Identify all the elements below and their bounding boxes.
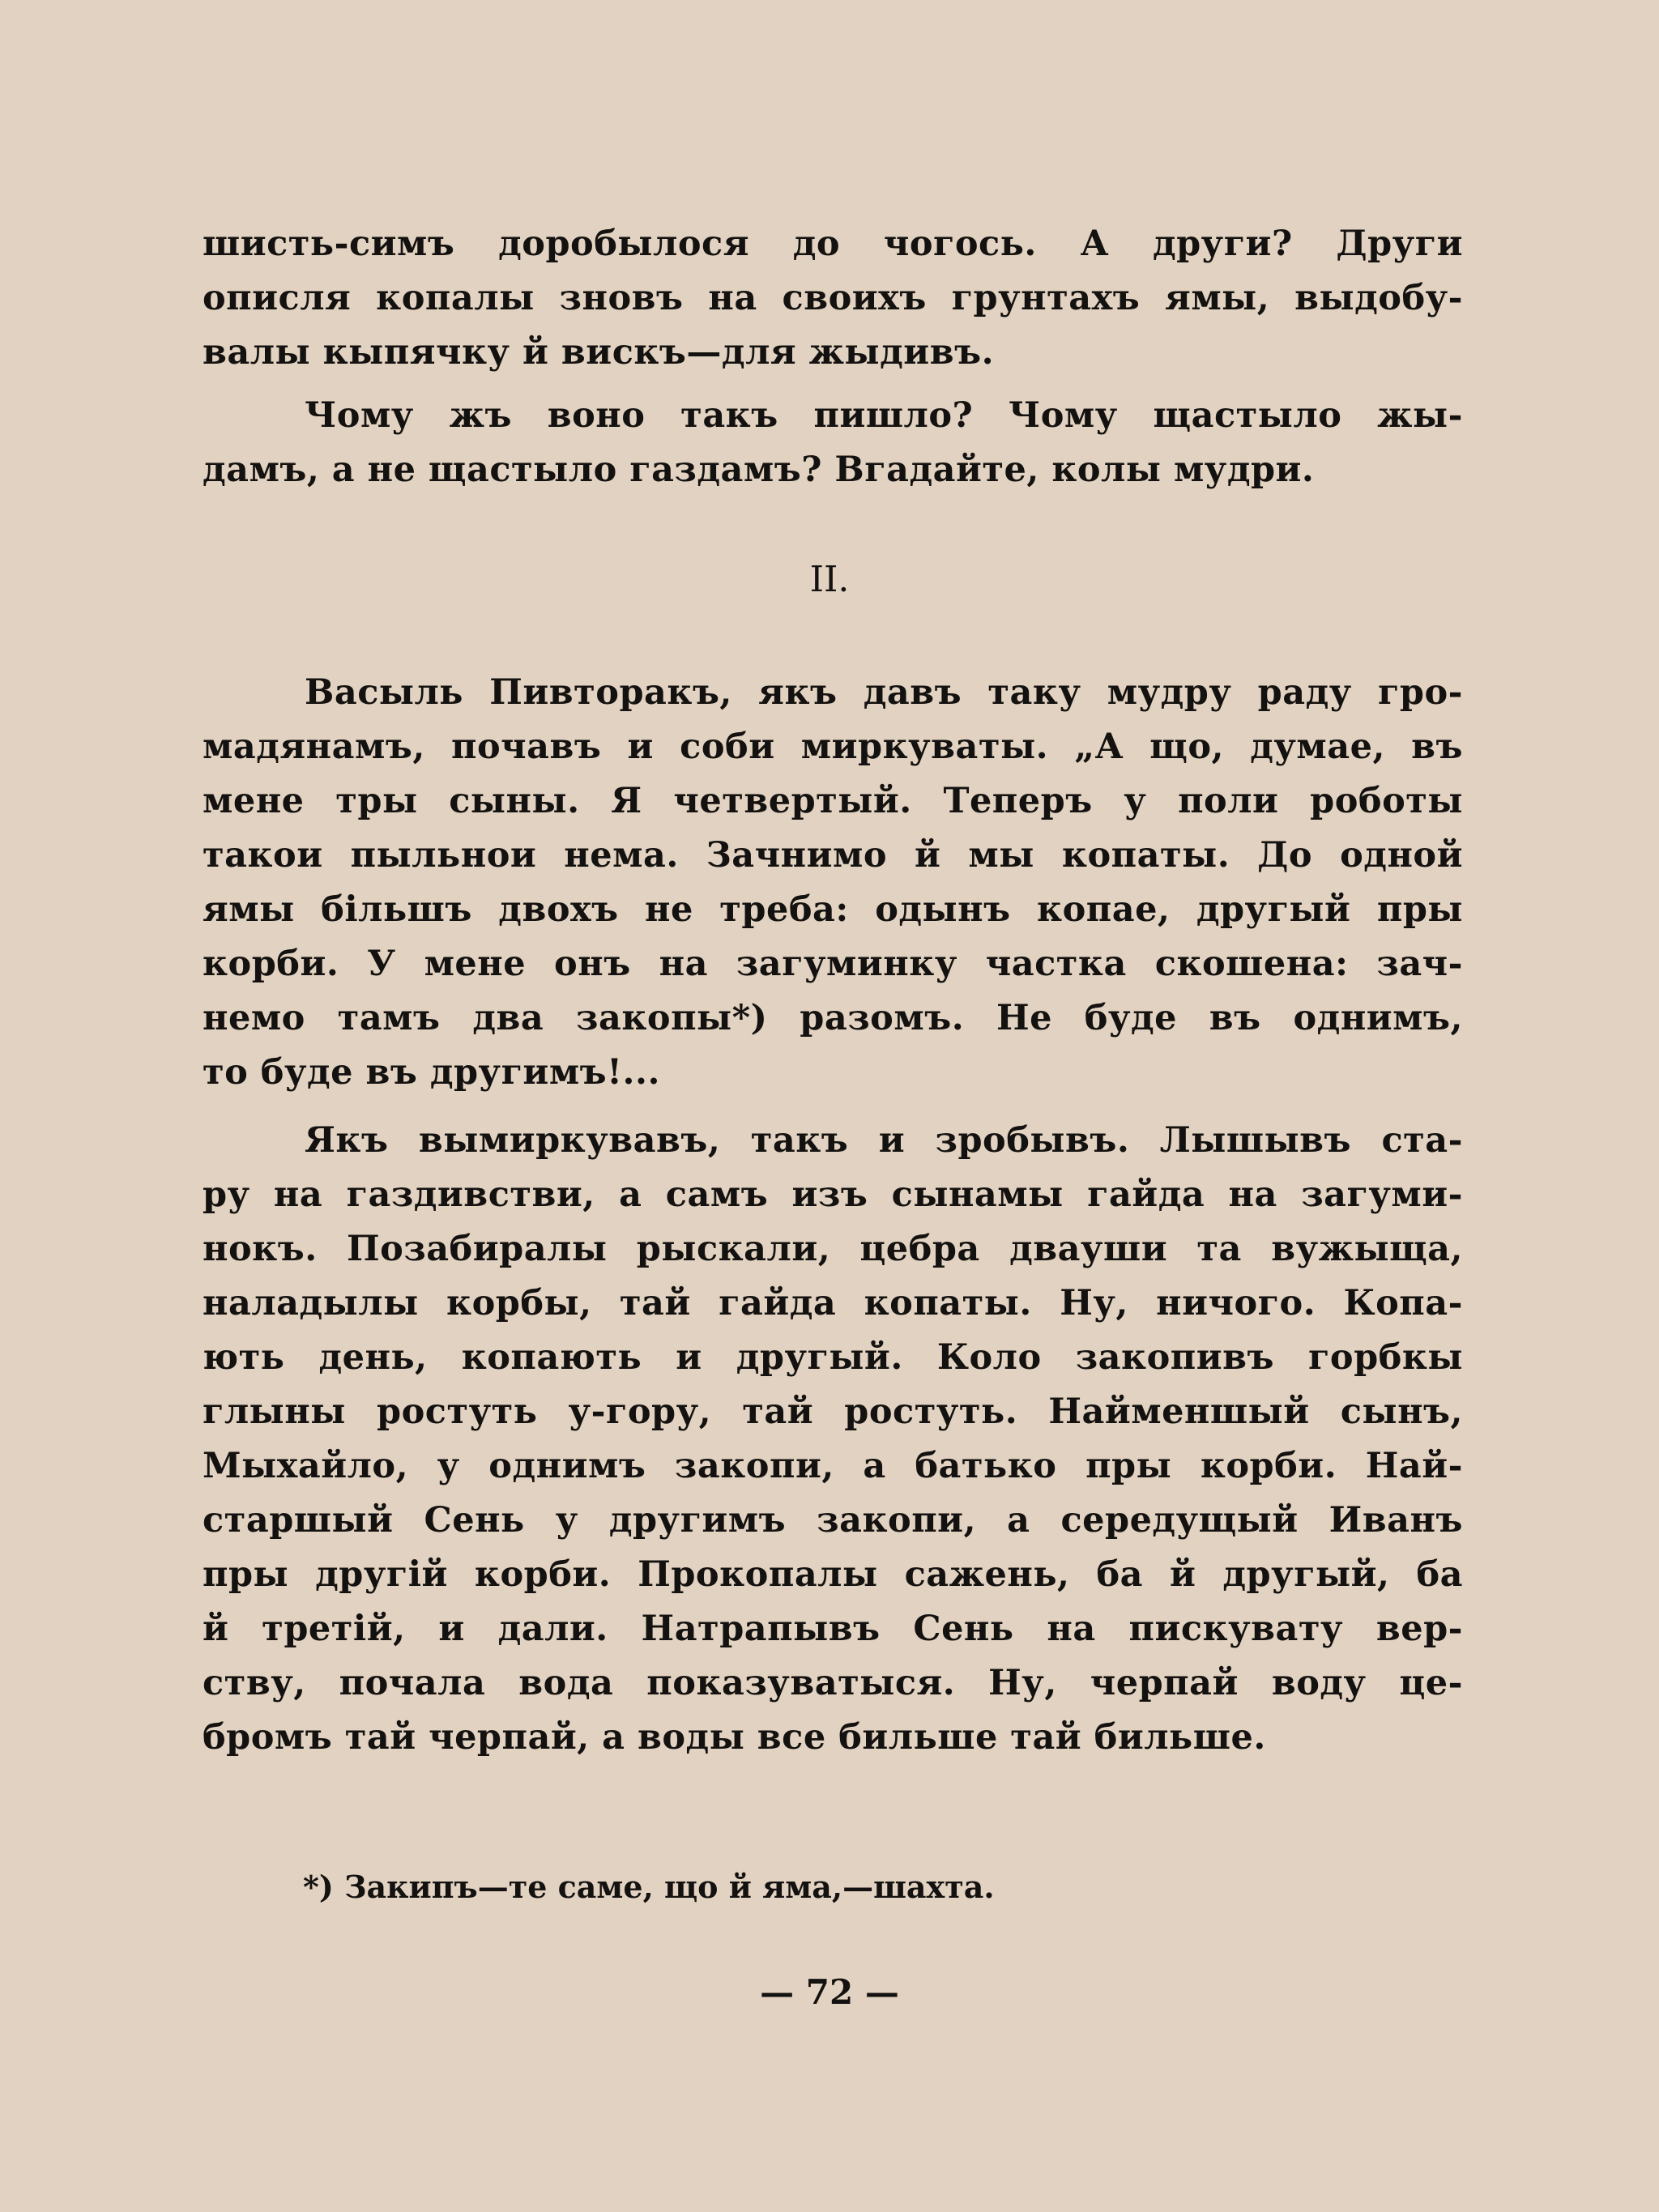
text-line: нокъ. Позабиралы рыскали, цебра двауши та вужыща,	[203, 1229, 1463, 1269]
text-line: валы кыпячку й вискъ—для жыдивъ.	[203, 332, 995, 373]
text-line: наладылы корбы, тай гайда копаты. Ну, ничого. Копа-	[203, 1283, 1463, 1323]
text-line: то буде въ другимъ!...	[203, 1052, 660, 1093]
text-line: корби. У мене онъ на загуминку частка скошена: зач-	[203, 944, 1463, 984]
text-line: немо тамъ два закопы*) разомъ. Не буде въ однимъ,	[203, 998, 1463, 1038]
text-line: ють день, копають и другый. Коло закопивъ горбкы	[203, 1337, 1463, 1378]
paragraph-4	[203, 1114, 1463, 1765]
text-line: ству, почала вода показуватыся. Ну, черпай воду це-	[203, 1663, 1463, 1703]
text-line: Мыхайло, у однимъ закопи, а батько пры корби. Най-	[203, 1446, 1463, 1486]
paragraph-2	[203, 389, 1463, 497]
text-line: й третій, и дали. Натрапывъ Сень на пискувату вер-	[203, 1609, 1463, 1649]
text-line: ру на газдивстви, а самъ изъ сынамы гайда на загуми-	[203, 1174, 1463, 1215]
paragraph-1	[203, 217, 1463, 380]
text-line: дамъ, а не щастыло газдамъ? Вгадайте, колы мудри.	[203, 450, 1315, 490]
text-line: описля копалы зновъ на своихъ грунтахъ ямы, выдобу-	[203, 278, 1463, 318]
text-line: пры другій корби. Прокопалы сажень, ба й другый, ба	[203, 1554, 1463, 1595]
page-number: — 72 —	[760, 1972, 899, 2012]
text-line: старшый Сень у другимъ закопи, а середущый Иванъ	[203, 1500, 1463, 1541]
text-line: ямы більшъ двохъ не треба: одынъ копае, другый пры	[203, 889, 1463, 930]
section-number: II.	[809, 559, 850, 600]
text-line: Якъ вымиркувавъ, такъ и зробывъ. Лышывъ ста-	[305, 1120, 1463, 1161]
text-line: бромъ тай черпай, а воды все бильше тай бильше.	[203, 1717, 1266, 1758]
text-line: Чому жъ воно такъ пишло? Чому щастыло жы-	[305, 395, 1463, 436]
text-line: глыны ростуть у-гору, тай ростуть. Найменшый сынъ,	[203, 1392, 1463, 1432]
text-line: Васыль Пивторакъ, якъ давъ таку мудру раду гро-	[305, 672, 1463, 713]
text-line: шисть-симъ доробылося до чогось. А други? Други	[203, 224, 1463, 264]
text-line: мене тры сыны. Я четвертый. Теперъ у поли роботы	[203, 781, 1463, 821]
text-line: мадянамъ, почавъ и соби миркуваты. „А що, думае, въ	[203, 727, 1463, 767]
footnote: *) Закипъ—те саме, що й яма,—шахта.	[303, 1869, 995, 1905]
paragraph-3	[203, 666, 1463, 1100]
text-line: такои пыльнои нема. Зачнимо й мы копаты. До одной	[203, 835, 1463, 876]
